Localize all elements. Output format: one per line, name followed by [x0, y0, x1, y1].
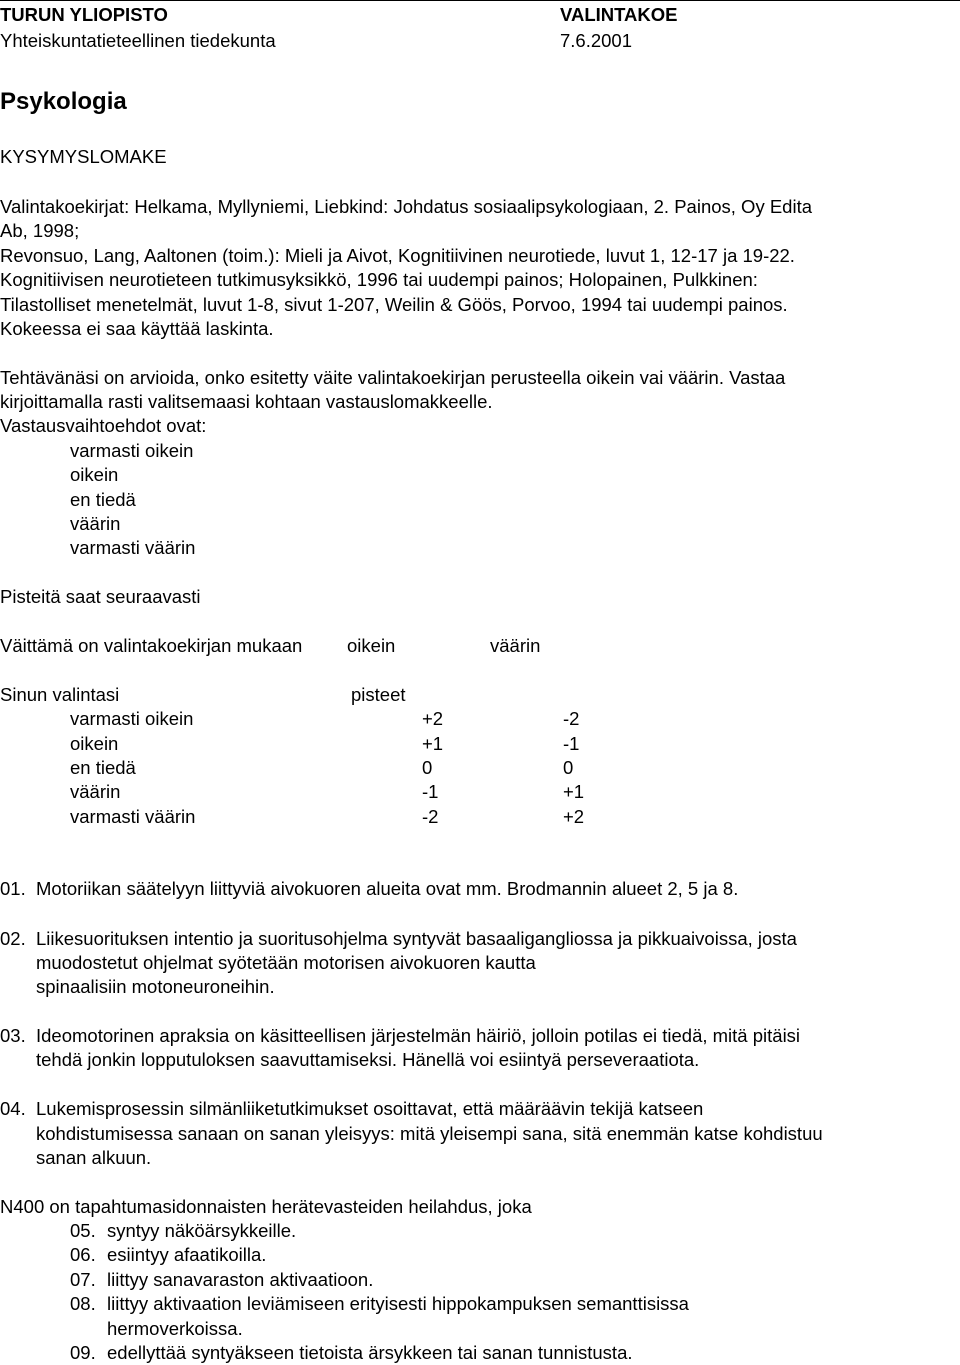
score-choice: varmasti oikein: [70, 708, 194, 729]
column-wrong: väärin: [490, 635, 541, 656]
books-line: Valintakoekirjat: Helkama, Myllyniemi, Liebkind: Johdatus sosiaalipsykologiaan, 2. Painos, Oy Edita: [0, 196, 813, 217]
books-line: Revonsuo, Lang, Aaltonen (toim.): Mieli ja Aivot, Kognitiivinen neurotiede, luvut 1, 12-17 ja 19-22.: [0, 245, 795, 266]
exam-label: VALINTAKOE: [560, 4, 678, 25]
column-correct: oikein: [347, 635, 396, 656]
option-item: varmasti oikein: [70, 440, 194, 461]
question-number: 09.: [70, 1342, 96, 1363]
top-rule: [0, 0, 960, 1]
question-text: syntyy näköärsykkeille.: [107, 1220, 297, 1241]
score-correct: +1: [422, 733, 444, 754]
score-wrong: +2: [563, 806, 585, 827]
form-label: KYSYMYSLOMAKE: [0, 146, 167, 167]
page-title: Psykologia: [0, 88, 127, 115]
question-number: 05.: [70, 1220, 96, 1241]
score-choice: en tiedä: [70, 757, 136, 778]
score-wrong: -2: [563, 708, 580, 729]
score-wrong: 0: [563, 757, 574, 778]
score-choice: varmasti väärin: [70, 806, 196, 827]
task-line: kirjoittamalla rasti valitsemaasi kohtaan vastauslomakkeelle.: [0, 391, 493, 412]
question-number: 03.: [0, 1025, 26, 1046]
books-line: Tilastolliset menetelmät, luvut 1-8, sivut 1-207, Weilin & Göös, Porvoo, 1994 tai uudempi painos.: [0, 294, 788, 315]
question-text: Liikesuorituksen intentio ja suoritusohjelma syntyvät basaaligangliossa ja pikkuaivoissa, josta: [36, 928, 797, 949]
faculty-name: Yhteiskuntatieteellinen tiedekunta: [0, 30, 276, 51]
question-text: Motoriikan säätelyyn liittyviä aivokuoren alueita ovat mm. Brodmannin alueet 2, 5 ja 8.: [36, 878, 739, 899]
task-line: Tehtävänäsi on arvioida, onko esitetty väite valintakoekirjan perusteella oikein vai väärin. Vastaa: [0, 367, 786, 388]
scoring-heading: Pisteitä saat seuraavasti: [0, 586, 201, 607]
question-number: 06.: [70, 1244, 96, 1265]
score-choice: oikein: [70, 733, 119, 754]
option-item: en tiedä: [70, 489, 136, 510]
university-name: TURUN YLIOPISTO: [0, 4, 168, 25]
score-wrong: +1: [563, 781, 585, 802]
option-item: varmasti väärin: [70, 537, 196, 558]
question-text: spinaalisiin motoneuroneihin.: [36, 976, 275, 997]
statement-label: Väittämä on valintakoekirjan mukaan: [0, 635, 303, 656]
question-text: tehdä jonkin lopputuloksen saavuttamiseksi. Hänellä voi esiintyä perseveraatiota.: [36, 1049, 700, 1070]
option-item: väärin: [70, 513, 121, 534]
score-correct: 0: [422, 757, 433, 778]
score-correct: -1: [422, 781, 439, 802]
question-text: sanan alkuun.: [36, 1147, 152, 1168]
question-number: 08.: [70, 1293, 96, 1314]
books-line: Ab, 1998;: [0, 220, 80, 241]
question-text: esiintyy afaatikoilla.: [107, 1244, 267, 1265]
question-number: 01.: [0, 878, 26, 899]
question-text: Ideomotorinen apraksia on käsitteellisen järjestelmän häiriö, jolloin potilas ei tiedä, mitä pitäisi: [36, 1025, 801, 1046]
n400-intro: N400 on tapahtumasidonnaisten herätevasteiden heilahdus, joka: [0, 1196, 532, 1217]
question-text: edellyttää syntyäkseen tietoista ärsykkeen tai sanan tunnistusta.: [107, 1342, 633, 1363]
question-text: hermoverkoissa.: [107, 1318, 243, 1339]
choice-label: Sinun valintasi: [0, 684, 120, 705]
task-line: Vastausvaihtoehdot ovat:: [0, 415, 207, 436]
question-text: liittyy sanavaraston aktivaatioon.: [107, 1269, 374, 1290]
question-text: Lukemisprosessin silmänliiketutkimukset osoittavat, että määräävin tekijä katseen: [36, 1098, 704, 1119]
score-choice: väärin: [70, 781, 121, 802]
score-correct: +2: [422, 708, 444, 729]
books-line: Kognitiivisen neurotieteen tutkimusyksikkö, 1996 tai uudempi painos; Holopainen, Pulkkinen:: [0, 269, 758, 290]
score-correct: -2: [422, 806, 439, 827]
points-label: pisteet: [351, 684, 406, 705]
question-text: kohdistumisessa sanaan on sanan yleisyys: mitä yleisempi sana, sitä enemmän katse kohdistuu: [36, 1123, 823, 1144]
question-number: 04.: [0, 1098, 26, 1119]
books-line: Kokeessa ei saa käyttää laskinta.: [0, 318, 274, 339]
question-number: 02.: [0, 928, 26, 949]
score-wrong: -1: [563, 733, 580, 754]
option-item: oikein: [70, 464, 119, 485]
exam-date: 7.6.2001: [560, 30, 633, 51]
question-text: muodostetut ohjelmat syötetään motorisen aivokuoren kautta: [36, 952, 536, 973]
question-text: liittyy aktivaation leviämiseen erityisesti hippokampuksen semanttisissa: [107, 1293, 689, 1314]
question-number: 07.: [70, 1269, 96, 1290]
